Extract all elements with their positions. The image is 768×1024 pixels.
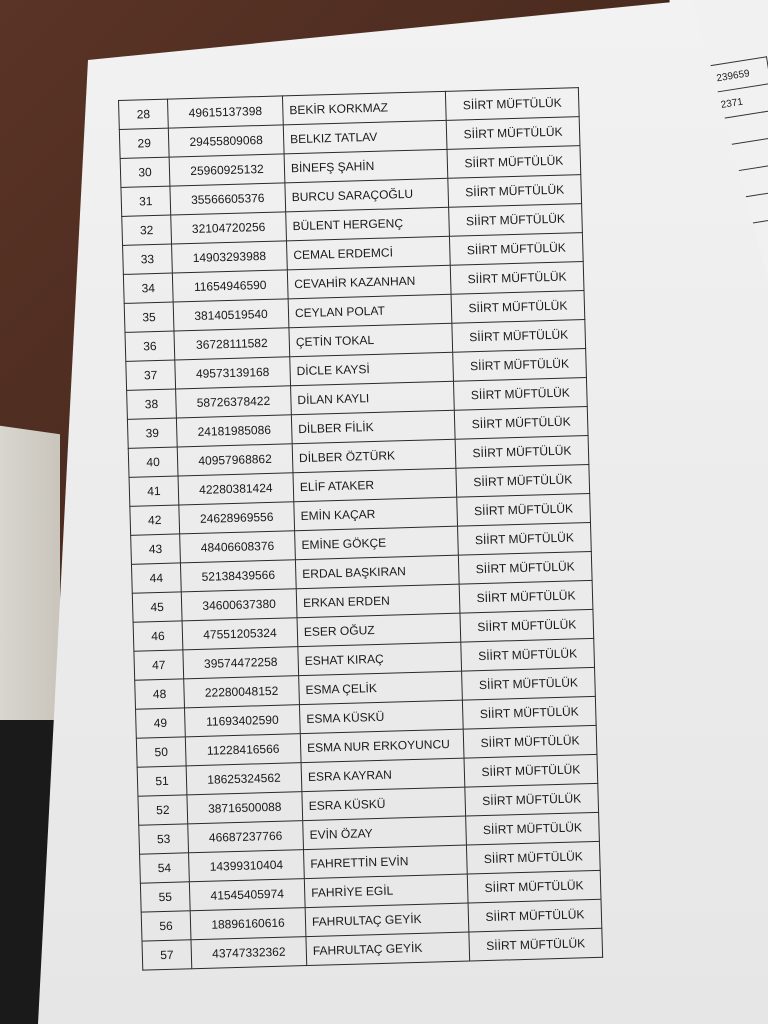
institution: SİİRT MÜFTÜLÜK	[453, 378, 587, 411]
row-number: 32	[122, 215, 172, 245]
institution: SİİRT MÜFTÜLÜK	[459, 580, 593, 613]
institution: SİİRT MÜFTÜLÜK	[467, 870, 601, 903]
institution: SİİRT MÜFTÜLÜK	[463, 725, 597, 758]
person-name: CEVAHİR KAZANHAN	[287, 265, 451, 299]
id-number: 38716500088	[187, 792, 303, 824]
institution: SİİRT MÜFTÜLÜK	[446, 117, 580, 150]
institution: SİİRT MÜFTÜLÜK	[462, 667, 596, 700]
row-number: 46	[133, 621, 183, 651]
institution: SİİRT MÜFTÜLÜK	[455, 436, 589, 469]
institution: SİİRT MÜFTÜLÜK	[448, 175, 582, 208]
id-number: 41545405974	[189, 879, 305, 911]
institution: SİİRT MÜFTÜLÜK	[453, 349, 587, 382]
person-name: DİLAN KAYLI	[291, 381, 455, 415]
institution: SİİRT MÜFTÜLÜK	[464, 754, 598, 787]
id-number: 40957968862	[177, 444, 293, 476]
institution: SİİRT MÜFTÜLÜK	[469, 928, 603, 961]
row-number: 55	[140, 882, 190, 912]
person-name: CEMAL ERDEMCİ	[286, 236, 450, 270]
id-number: 22280048152	[184, 676, 300, 708]
person-name: EMİNE GÖKÇE	[295, 526, 459, 560]
id-number: 38140519540	[173, 299, 289, 331]
row-number: 48	[135, 679, 185, 709]
person-name: FAHRULTAÇ GEYİK	[306, 932, 470, 966]
row-number: 41	[129, 476, 179, 506]
person-name: BELKIZ TATLAV	[283, 120, 447, 154]
id-number: 29455809068	[168, 125, 284, 157]
institution: SİİRT MÜFTÜLÜK	[449, 204, 583, 237]
person-name: BEKİR KORKMAZ	[282, 91, 446, 125]
row-number: 28	[119, 99, 169, 129]
person-name: DİCLE KAYSİ	[290, 352, 454, 386]
id-number: 52138439566	[180, 560, 296, 592]
person-name: ESMA KÜSKÜ	[299, 700, 463, 734]
id-number: 58726378422	[176, 386, 292, 418]
id-number: 11228416566	[185, 734, 301, 766]
row-number: 54	[140, 853, 190, 883]
person-name: ESRA KAYRAN	[301, 758, 465, 792]
institution: SİİRT MÜFTÜLÜK	[454, 407, 588, 440]
person-name: DİLBER ÖZTÜRK	[292, 439, 456, 473]
row-number: 34	[123, 273, 173, 303]
person-name: EVİN ÖZAY	[303, 816, 467, 850]
institution: SİİRT MÜFTÜLÜK	[461, 638, 595, 671]
institution: SİİRT MÜFTÜLÜK	[466, 841, 600, 874]
row-number: 45	[132, 592, 182, 622]
id-number: 36728111582	[174, 328, 290, 360]
person-name: ESMA ÇELİK	[299, 671, 463, 705]
institution: SİİRT MÜFTÜLÜK	[450, 262, 584, 295]
row-number: 30	[120, 157, 170, 187]
background-floor	[0, 426, 60, 764]
row-number: 37	[126, 360, 176, 390]
institution: SİİRT MÜFTÜLÜK	[466, 812, 600, 845]
institution: SİİRT MÜFTÜLÜK	[445, 88, 579, 121]
id-number: 24181985086	[176, 415, 292, 447]
row-number: 51	[137, 766, 187, 796]
row-number: 56	[141, 911, 191, 941]
row-number: 36	[125, 331, 175, 361]
id-number: 25960925132	[169, 154, 285, 186]
row-number: 47	[134, 650, 184, 680]
row-number: 57	[142, 940, 192, 970]
row-number: 52	[138, 795, 188, 825]
institution: SİİRT MÜFTÜLÜK	[452, 320, 586, 353]
person-name: EMİN KAÇAR	[294, 497, 458, 531]
person-name: ESHAT KIRAÇ	[298, 642, 462, 676]
id-number: 32104720256	[171, 212, 287, 244]
id-number: 14903293988	[172, 241, 288, 273]
person-name: ÇETİN TOKAL	[289, 323, 453, 357]
person-name: BİNEFŞ ŞAHİN	[284, 149, 448, 183]
person-name: DİLBER FİLİK	[291, 410, 455, 444]
id-number: 11693402590	[184, 705, 300, 737]
id-number: 49615137398	[167, 96, 283, 128]
id-number: 43747332362	[191, 937, 307, 969]
id-number: 18625324562	[186, 763, 302, 795]
person-name: ERKAN ERDEN	[296, 584, 460, 618]
institution: SİİRT MÜFTÜLÜK	[451, 291, 585, 324]
institution: SİİRT MÜFTÜLÜK	[449, 233, 583, 266]
id-number: 2371	[714, 83, 768, 119]
institution: SİİRT MÜFTÜLÜK	[456, 464, 590, 497]
id-number: 47551205324	[182, 618, 298, 650]
id-number: 39574472258	[183, 647, 299, 679]
row-number: 40	[128, 447, 178, 477]
row-number: 50	[136, 737, 186, 767]
id-number: 49573139168	[175, 357, 291, 389]
id-number: 42280381424	[178, 473, 294, 505]
id-number: 48406608376	[180, 531, 296, 563]
person-name: ELİF ATAKER	[293, 468, 457, 502]
institution: SİİRT MÜFTÜLÜK	[458, 522, 592, 555]
names-table	[118, 87, 603, 971]
id-number: 46687237766	[188, 821, 304, 853]
row-number: 31	[121, 186, 171, 216]
person-name: CEYLAN POLAT	[288, 294, 452, 328]
institution: SİİRT MÜFTÜLÜK	[458, 551, 592, 584]
id-number: 14399310404	[189, 850, 305, 882]
id-number: 35566605376	[170, 183, 286, 215]
institution: SİİRT MÜFTÜLÜK	[457, 493, 591, 526]
row-number: 49	[136, 708, 186, 738]
institution: SİİRT MÜFTÜLÜK	[462, 696, 596, 729]
institution: SİİRT MÜFTÜLÜK	[447, 146, 581, 179]
person-name: ESER OĞUZ	[297, 613, 461, 647]
person-name: ESMA NUR ERKOYUNCU	[300, 729, 464, 763]
row-number: 29	[119, 128, 169, 158]
id-number: 18896160616	[190, 908, 306, 940]
person-name: ERDAL BAŞKIRAN	[295, 555, 459, 589]
id-number: 24628969556	[179, 502, 295, 534]
person-name: FAHRİYE EGİL	[304, 874, 468, 908]
row-number: 39	[127, 418, 177, 448]
row-number: 33	[123, 244, 173, 274]
id-number: 34600637380	[181, 589, 297, 621]
row-number: 53	[139, 824, 189, 854]
person-name: ESRA KÜSKÜ	[302, 787, 466, 821]
person-name: BÜLENT HERGENÇ	[286, 207, 450, 241]
row-number: 43	[131, 534, 181, 564]
person-name: BURCU SARAÇOĞLU	[285, 178, 449, 212]
row-number: 38	[127, 389, 177, 419]
id-number: 11654946590	[172, 270, 288, 302]
row-number: 42	[130, 505, 180, 535]
person-name: FAHRULTAÇ GEYİK	[305, 903, 469, 937]
id-number: 239659	[710, 57, 768, 93]
institution: SİİRT MÜFTÜLÜK	[465, 783, 599, 816]
row-number: 44	[131, 563, 181, 593]
person-name: FAHRETTİN EVİN	[304, 845, 468, 879]
row-number: 35	[124, 302, 174, 332]
institution: SİİRT MÜFTÜLÜK	[468, 899, 602, 932]
institution: SİİRT MÜFTÜLÜK	[460, 609, 594, 642]
